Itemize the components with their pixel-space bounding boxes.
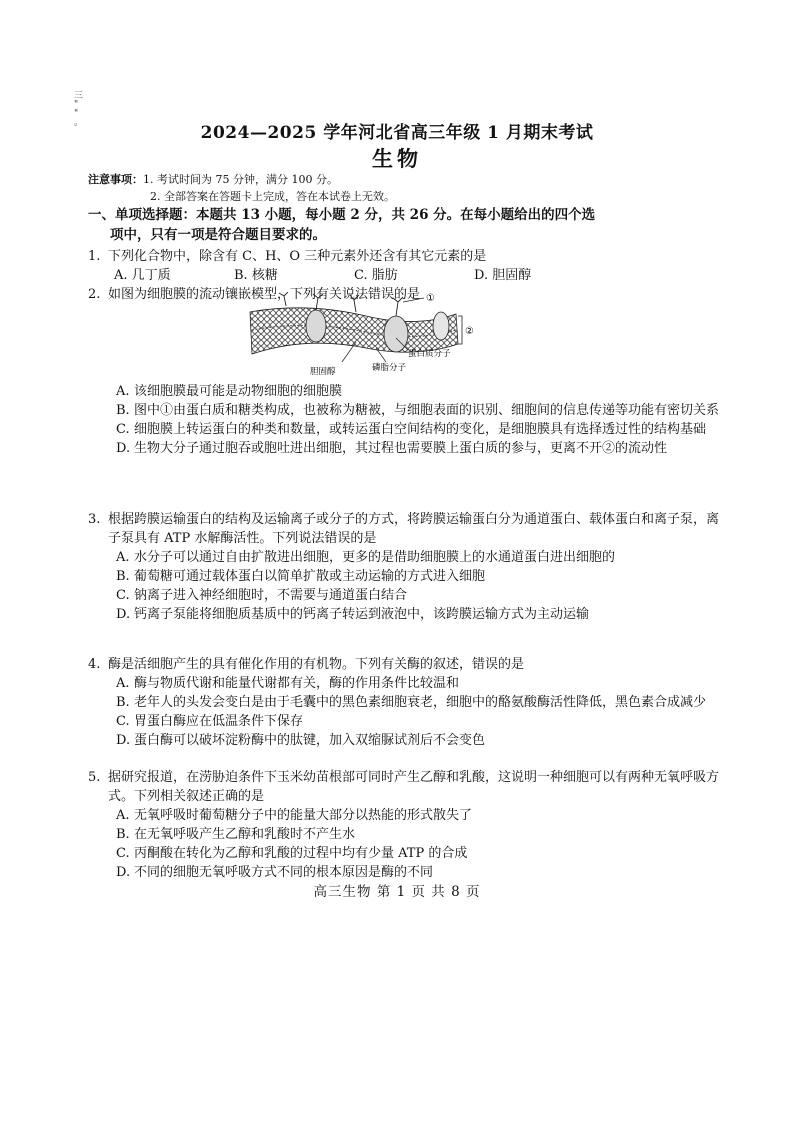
option-key: C. xyxy=(116,422,130,437)
option-text: 生物大分子通过胞吞或胞吐进出细胞，其过程也需要膜上蛋白质的参与，更离不开②的流动性 xyxy=(134,441,668,456)
option-key: C. xyxy=(116,588,130,603)
glycocalyx-chain xyxy=(393,297,403,316)
option-key: A. xyxy=(116,384,130,399)
option-d xyxy=(88,439,728,458)
option-c xyxy=(88,712,728,731)
option-b xyxy=(88,401,728,420)
exam-title: 2024—2025 学年河北省高三年级 1 月期末考试 xyxy=(200,123,594,143)
option-key: A. xyxy=(116,676,130,691)
option-key: B. xyxy=(116,827,130,842)
notice-block xyxy=(88,171,395,205)
option-a xyxy=(88,548,728,567)
corner-mark: 三 " " 。 xyxy=(74,91,84,128)
option-text: 水分子可以通过自由扩散进出细胞，更多的是借助细胞膜上的水通道蛋白进出细胞的 xyxy=(134,550,616,565)
option-c: C. 脂肪 xyxy=(354,268,398,283)
question-number: 1. xyxy=(88,249,101,264)
question-stem: 据研究报道，在涝胁迫条件下玉米幼苗根部可同时产生乙醇和乳酸，这说明一种细胞可以有两种无氧呼吸方式。下列相关叙述正确的是 xyxy=(108,770,720,804)
option-text: 蛋白酶可以破坏淀粉酶中的肽键，加入双缩脲试剂后不会变色 xyxy=(134,733,486,748)
notice-line-2: 2. 全部答案在答题卡上完成，答在本试卷上无效。 xyxy=(150,190,395,203)
option-text: 图中①由蛋白质和糖类构成，也被称为糖被，与细胞表面的识别、细胞间的信息传递等功能有密切关系 xyxy=(134,403,720,418)
option-text: 该细胞膜最可能是动物细胞的细胞膜 xyxy=(134,384,343,399)
option-text: 丙酮酸在转化为乙醇和乳酸的过程中均有少量 ATP 的合成 xyxy=(134,846,468,861)
section-line-2: 项中，只有一项是符合题目要求的。 xyxy=(110,227,326,243)
option-text: 葡萄糖可通过载体蛋白以简单扩散或主动运输的方式进入细胞 xyxy=(134,569,486,584)
protein-molecule xyxy=(306,310,326,342)
page-footer: 高三生物 第 1 页 共 8 页 xyxy=(313,884,481,900)
option-b: B. 核糖 xyxy=(234,268,278,283)
option-text: 细胞膜上转运蛋白的种类和数量，或转运蛋白空间结构的变化，是细胞膜具有选择透过性的结构基础 xyxy=(134,422,707,437)
option-key: C. xyxy=(116,846,130,861)
question-5 xyxy=(88,768,728,882)
option-b xyxy=(88,567,728,586)
question-stem: 酶是活细胞产生的具有催化作用的有机物。下列有关酶的叙述，错误的是 xyxy=(108,657,525,672)
question-number: 3. xyxy=(88,512,101,527)
option-key: D. xyxy=(116,607,131,622)
notice-label: 注意事项： xyxy=(88,173,143,186)
option-key: B. xyxy=(116,403,130,418)
option-key: C. xyxy=(116,714,130,729)
option-text: 酶与物质代谢和能量代谢都有关，酶的作用条件比较温和 xyxy=(134,676,460,691)
glycocalyx-chain xyxy=(279,292,288,306)
option-key: A. xyxy=(116,550,130,565)
section-line-1: 一、单项选择题：本题共 13 小题，每小题 2 分，共 26 分。在每小题给出的四个选 xyxy=(88,207,596,223)
option-d xyxy=(88,605,728,624)
glycocalyx-chain xyxy=(313,294,323,310)
question-2-options xyxy=(88,382,728,458)
option-d: D. 胆固醇 xyxy=(474,268,532,283)
option-text: 钙离子泵能将细胞质基质中的钙离子转运到液泡中，该跨膜运输方式为主动运输 xyxy=(134,607,590,622)
option-a xyxy=(88,806,728,825)
option-c xyxy=(88,586,728,605)
question-number: 4. xyxy=(88,657,101,672)
membrane-diagram xyxy=(246,292,496,382)
subject-title: 生物 xyxy=(372,146,422,171)
option-text: 在无氧呼吸产生乙醇和乳酸时不产生水 xyxy=(134,827,356,842)
option-c xyxy=(88,844,728,863)
notice-line-1: 1. 考试时间为 75 分钟，满分 100 分。 xyxy=(143,173,338,186)
phospholipid-label: 磷脂分子 xyxy=(372,363,407,373)
option-a: A. 几丁质 xyxy=(114,268,171,283)
question-number: 5. xyxy=(88,770,101,785)
question-stem: 如图为细胞膜的流动镶嵌模型，下列有关说法错误的是 xyxy=(108,287,421,302)
option-text: 老年人的头发会变白是由于毛囊中的黑色素细胞衰老，细胞中的酪氨酸酶活性降低，黑色素合成减少 xyxy=(134,695,707,710)
option-key: D. xyxy=(116,733,131,748)
question-stem: 根据跨膜运输蛋白的结构及运输离子或分子的方式，将跨膜运输蛋白分为通道蛋白、载体蛋白和离子泵，离子泵具有 ATP 水解酶活性。下列说法错误的是 xyxy=(108,512,720,546)
section-heading xyxy=(88,205,728,245)
question-3 xyxy=(88,510,728,624)
glycocalyx-chain xyxy=(350,295,359,312)
option-key: B. xyxy=(116,695,130,710)
question-4 xyxy=(88,655,728,750)
label-2: ② xyxy=(465,326,474,337)
option-c xyxy=(88,420,728,439)
option-d xyxy=(88,731,728,750)
option-a xyxy=(88,382,728,401)
option-a xyxy=(88,674,728,693)
option-b xyxy=(88,693,728,712)
protein-molecule xyxy=(433,312,449,340)
phospholipid-bilayer xyxy=(250,308,458,354)
option-key: B. xyxy=(116,569,130,584)
option-b xyxy=(88,825,728,844)
question-number: 2. xyxy=(88,287,101,302)
option-text: 无氧呼吸时葡萄糖分子中的能量大部分以热能的形式散失了 xyxy=(134,808,473,823)
option-key: A. xyxy=(116,808,130,823)
question-stem: 下列化合物中，除含有 C、H、O 三种元素外还含有其它元素的是 xyxy=(108,249,487,264)
option-text: 胃蛋白酶应在低温条件下保存 xyxy=(134,714,304,729)
option-key: D. xyxy=(116,441,131,456)
option-text: 不同的细胞无氧呼吸方式不同的根本原因是酶的不同 xyxy=(134,865,434,880)
label-1: ① xyxy=(426,293,435,304)
option-key: D. xyxy=(116,865,131,880)
protein-label: 蛋白质分子 xyxy=(408,349,451,359)
option-text: 钠离子进入神经细胞时，不需要与通道蛋白结合 xyxy=(134,588,408,603)
cholesterol-label: 胆固醇 xyxy=(310,367,336,377)
